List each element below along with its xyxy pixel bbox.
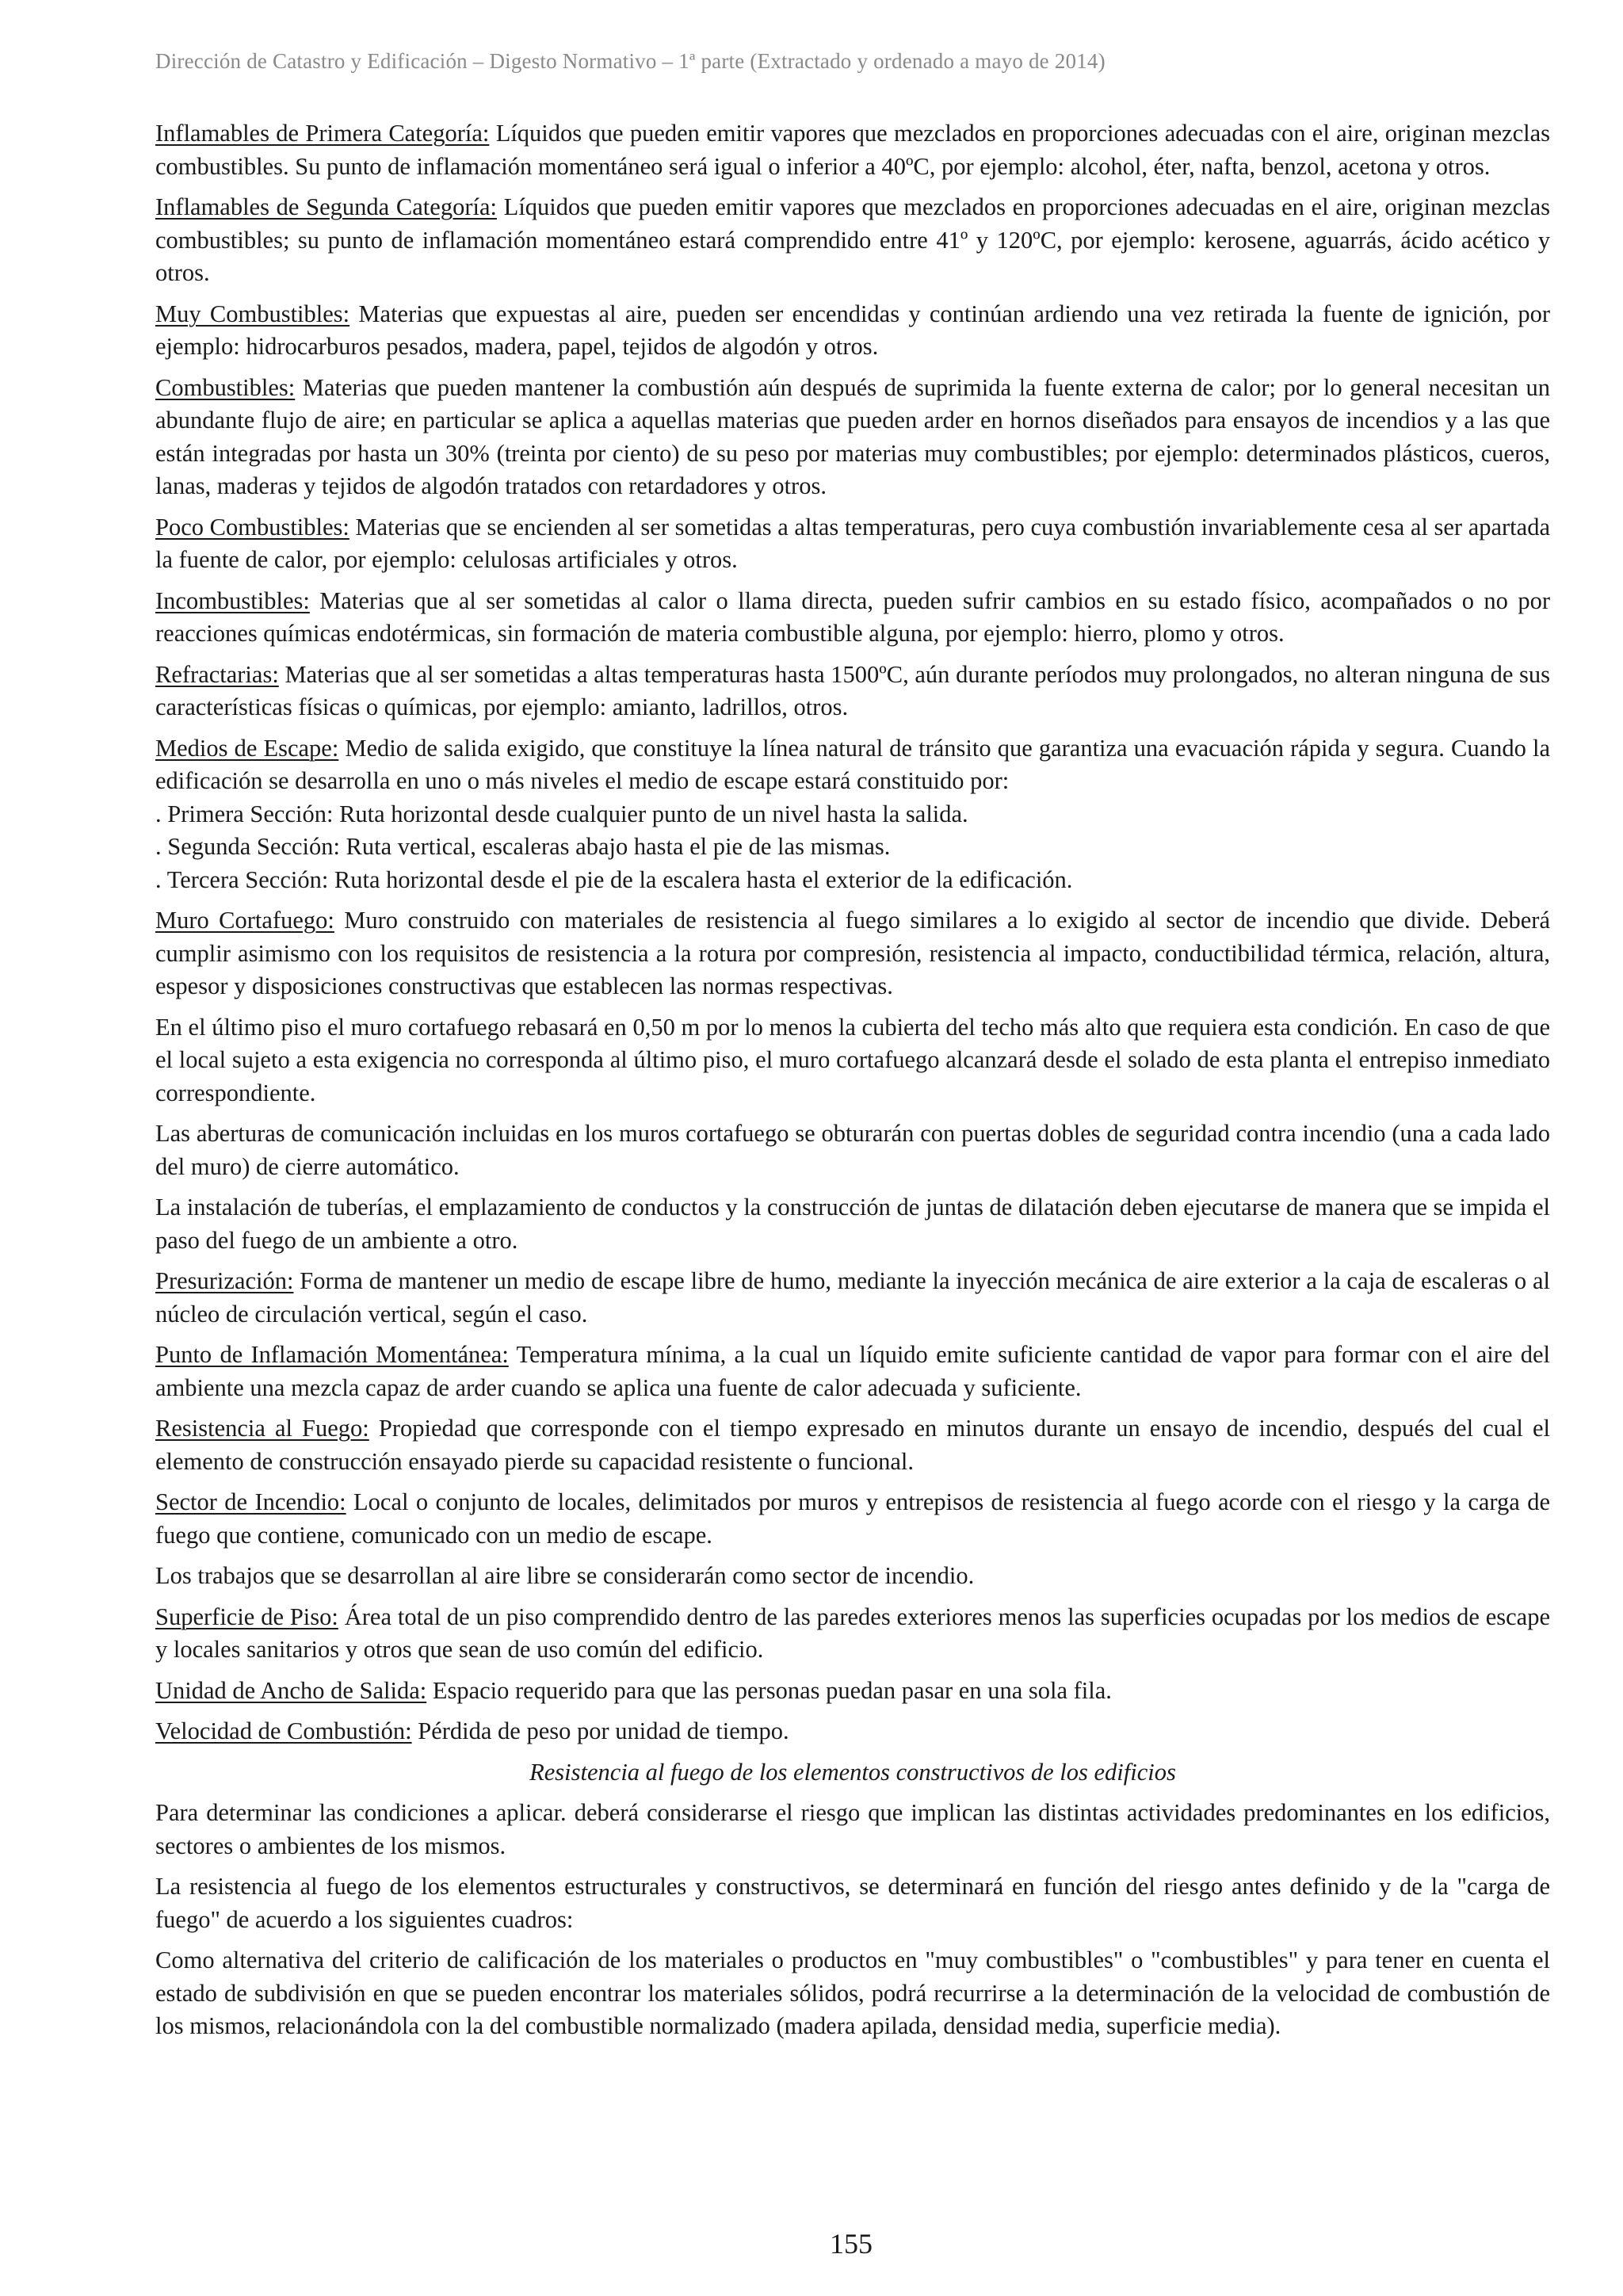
- definition-text: Propiedad que corresponde con el tiempo expresado en minutos durante un ensayo de incendio, después del cual el elemento de construcción ensayado pierde su capacidad resistente o funcional.: [155, 1415, 1550, 1475]
- definition-unidad-de-ancho: [155, 1675, 1550, 1708]
- definition-term: Velocidad de Combustión:: [155, 1717, 412, 1744]
- definition-text: Materias que al ser sometidas al calor o llama directa, pueden sufrir cambios en su estado físico, acompañados o no por reacciones químicas endotérmicas, sin formación de materia combustible alguna, por ejemplo: hierro, plomo y otros.: [155, 586, 1550, 647]
- definition-sector-de-incendio: [155, 1486, 1550, 1552]
- definition-term: Resistencia al Fuego:: [155, 1415, 369, 1442]
- definition-inflamables-primera: [155, 117, 1550, 183]
- page-number: 155: [830, 2228, 873, 2260]
- definition-text: Muro construido con materiales de resistencia al fuego similares a lo exigido al sector de incendio que divide. Deberá cumplir asimismo con los requisitos de resistencia a la rotura por compresión, resistencia al impacto, conductibilidad térmica, relación, altura, espesor y disposiciones constructivas que establecen las normas respectivas.: [155, 907, 1550, 999]
- definition-inflamables-segunda: [155, 191, 1550, 290]
- definition-text: Forma de mantener un medio de escape libre de humo, mediante la inyección mecánica de aire exterior a la caja de escaleras o al núcleo de circulación vertical, según el caso.: [155, 1267, 1550, 1328]
- definition-presurizacion: [155, 1265, 1550, 1331]
- definition-term: Inflamables de Primera Categoría:: [155, 120, 490, 147]
- definition-text: Temperatura mínima, a la cual un líquido emite suficiente cantidad de vapor para formar con el aire del ambiente una mezcla capaz de arder cuando se aplica una fuente de calor adecuada y suficiente.: [155, 1341, 1550, 1401]
- paragraph: Como alternativa del criterio de calificación de los materiales o productos en "muy combustibles" o "combustibles" y para tener en cuenta el estado de subdivisión en que se pueden encontrar los materiales sólidos, podrá recurrirse a la determinación de la velocidad de combustión de los mismos, relacionándola con la del combustible normalizado (madera apilada, densidad media, superficie media).: [155, 1946, 1550, 2039]
- definition-punto-de-inflamacion: [155, 1339, 1550, 1404]
- definition-muy-combustibles: [155, 298, 1550, 364]
- definition-text: Materias que al ser sometidas a altas temperaturas hasta 1500ºC, aún durante períodos muy prolongados, no alteran ninguna de sus características físicas o químicas, por ejemplo: amianto, ladrillos, otros.: [155, 660, 1550, 720]
- paragraph: Para determinar las condiciones a aplicar. deberá considerarse el riesgo que implican las distintas actividades predominantes en los edificios, sectores o ambientes de los mismos.: [155, 1799, 1550, 1859]
- definition-text: Medio de salida exigido, que constituye la línea natural de tránsito que garantiza una evacuación rápida y segura. Cuando la edificación se desarrolla en uno o más niveles el medio de escape estará constituido por:: [155, 734, 1551, 794]
- definition-incombustibles: [155, 585, 1550, 651]
- escape-section-item: . Tercera Sección: Ruta horizontal desde el pie de la escalera hasta el exterior de la edificación.: [155, 865, 1073, 893]
- escape-section-item: . Segunda Sección: Ruta vertical, escaleras abajo hasta el pie de las mismas.: [155, 833, 891, 860]
- definition-text: Local o conjunto de locales, delimitados por muros y entrepisos de resistencia al fuego acorde con el riesgo y la carga de fuego que contiene, comunicado con un medio de escape.: [155, 1488, 1550, 1549]
- paragraph: En el último piso el muro cortafuego rebasará en 0,50 m por lo menos la cubierta del techo más alto que requiera esta condición. En caso de que el local sujeto a esta exigencia no corresponda al último piso, el muro cortafuego alcanzará desde el solado de esta planta el entrepiso inmediato correspondiente.: [155, 1013, 1550, 1106]
- escape-section-item: . Primera Sección: Ruta horizontal desde cualquier punto de un nivel hasta la salida.: [155, 800, 968, 827]
- definition-velocidad-de-combustion: [155, 1715, 1550, 1748]
- definition-text: Materias que expuestas al aire, pueden ser encendidas y continúan ardiendo una vez retirada la fuente de ignición, por ejemplo: hidrocarburos pesados, madera, papel, tejidos de algodón y otros.: [155, 300, 1551, 360]
- definition-term: Muy Combustibles:: [155, 300, 350, 327]
- definition-poco-combustibles: [155, 511, 1550, 577]
- definition-term: Presurización:: [155, 1267, 294, 1294]
- definition-superficie-de-piso: [155, 1601, 1550, 1667]
- definition-term: Superficie de Piso:: [155, 1603, 338, 1630]
- definition-term: Medios de Escape:: [155, 734, 339, 762]
- definition-term: Sector de Incendio:: [155, 1488, 346, 1515]
- definition-resistencia-al-fuego: [155, 1412, 1550, 1478]
- definition-term: Refractarias:: [155, 660, 279, 688]
- section-title: Resistencia al fuego de los elementos constructivos de los edificios: [529, 1758, 1176, 1786]
- paragraph: Los trabajos que se desarrollan al aire libre se considerarán como sector de incendio.: [155, 1562, 975, 1589]
- definition-text: Espacio requerido para que las personas puedan pasar en una sola fila.: [426, 1676, 1112, 1704]
- definition-text: Materias que pueden mantener la combustión aún después de suprimida la fuente externa de calor; por lo general necesitan un abundante flujo de aire; en particular se aplica a aquellas materias que pueden arder en hornos diseñados para ensayos de incendios y a las que están integradas por hasta un 30% (treinta por ciento) de su peso por materias muy combustibles; por ejemplo: determinados plásticos, cueros, lanas, maderas y tejidos de algodón tratados con retardadores y otros.: [155, 373, 1550, 499]
- definition-text: Pérdida de peso por unidad de tiempo.: [411, 1717, 789, 1744]
- definition-text: Líquidos que pueden emitir vapores que mezclados en proporciones adecuadas con el aire, originan mezclas combustibles. Su punto de inflamación momentáneo será igual o inferior a 40ºC, por ejemplo: alcohol, éter, nafta, benzol, acetona y otros.: [155, 120, 1550, 180]
- definition-medios-de-escape: [155, 732, 1550, 798]
- definition-text: Área total de un piso comprendido dentro de las paredes exteriores menos las superficies ocupadas por los medios de escape y locales sanitarios y otros que sean de uso común del edificio.: [155, 1603, 1550, 1663]
- definition-muro-cortafuego: [155, 904, 1550, 1003]
- definition-term: Inflamables de Segunda Categoría:: [155, 193, 497, 220]
- definition-term: Combustibles:: [155, 373, 296, 401]
- definition-text: Líquidos que pueden emitir vapores que mezclados en proporciones adecuadas en el aire, originan mezclas combustibles; su punto de inflamación momentáneo estará comprendido entre 41º y 120ºC, por ejemplo: kerosene, aguarrás, ácido acético y otros.: [155, 193, 1550, 286]
- page-content: [155, 117, 1550, 2051]
- definition-term: Unidad de Ancho de Salida:: [155, 1676, 427, 1704]
- definition-text: Materias que se encienden al ser sometidas a altas temperaturas, pero cuya combustión invariablemente cesa al ser apartada la fuente de calor, por ejemplo: celulosas artificiales y otros.: [155, 513, 1550, 573]
- running-header: Dirección de Catastro y Edificación – Digesto Normativo – 1ª parte (Extractado y ordenado a mayo de 2014): [155, 49, 1106, 73]
- paragraph: La instalación de tuberías, el emplazamiento de conductos y la construcción de juntas de dilatación deben ejecutarse de manera que se impida el paso del fuego de un ambiente a otro.: [155, 1194, 1550, 1254]
- definition-term: Poco Combustibles:: [155, 513, 349, 541]
- definition-refractarias: [155, 659, 1550, 724]
- paragraph: La resistencia al fuego de los elementos estructurales y constructivos, se determinará en función del riesgo antes definido y de la "carga de fuego" de acuerdo a los siguientes cuadros:: [155, 1873, 1550, 1933]
- definition-term: Muro Cortafuego:: [155, 907, 334, 934]
- definition-term: Incombustibles:: [155, 586, 310, 614]
- definition-combustibles: [155, 372, 1550, 503]
- paragraph: Las aberturas de comunicación incluidas en los muros cortafuego se obturarán con puertas dobles de seguridad contra incendio (una a cada lado del muro) de cierre automático.: [155, 1120, 1550, 1180]
- definition-term: Punto de Inflamación Momentánea:: [155, 1341, 509, 1368]
